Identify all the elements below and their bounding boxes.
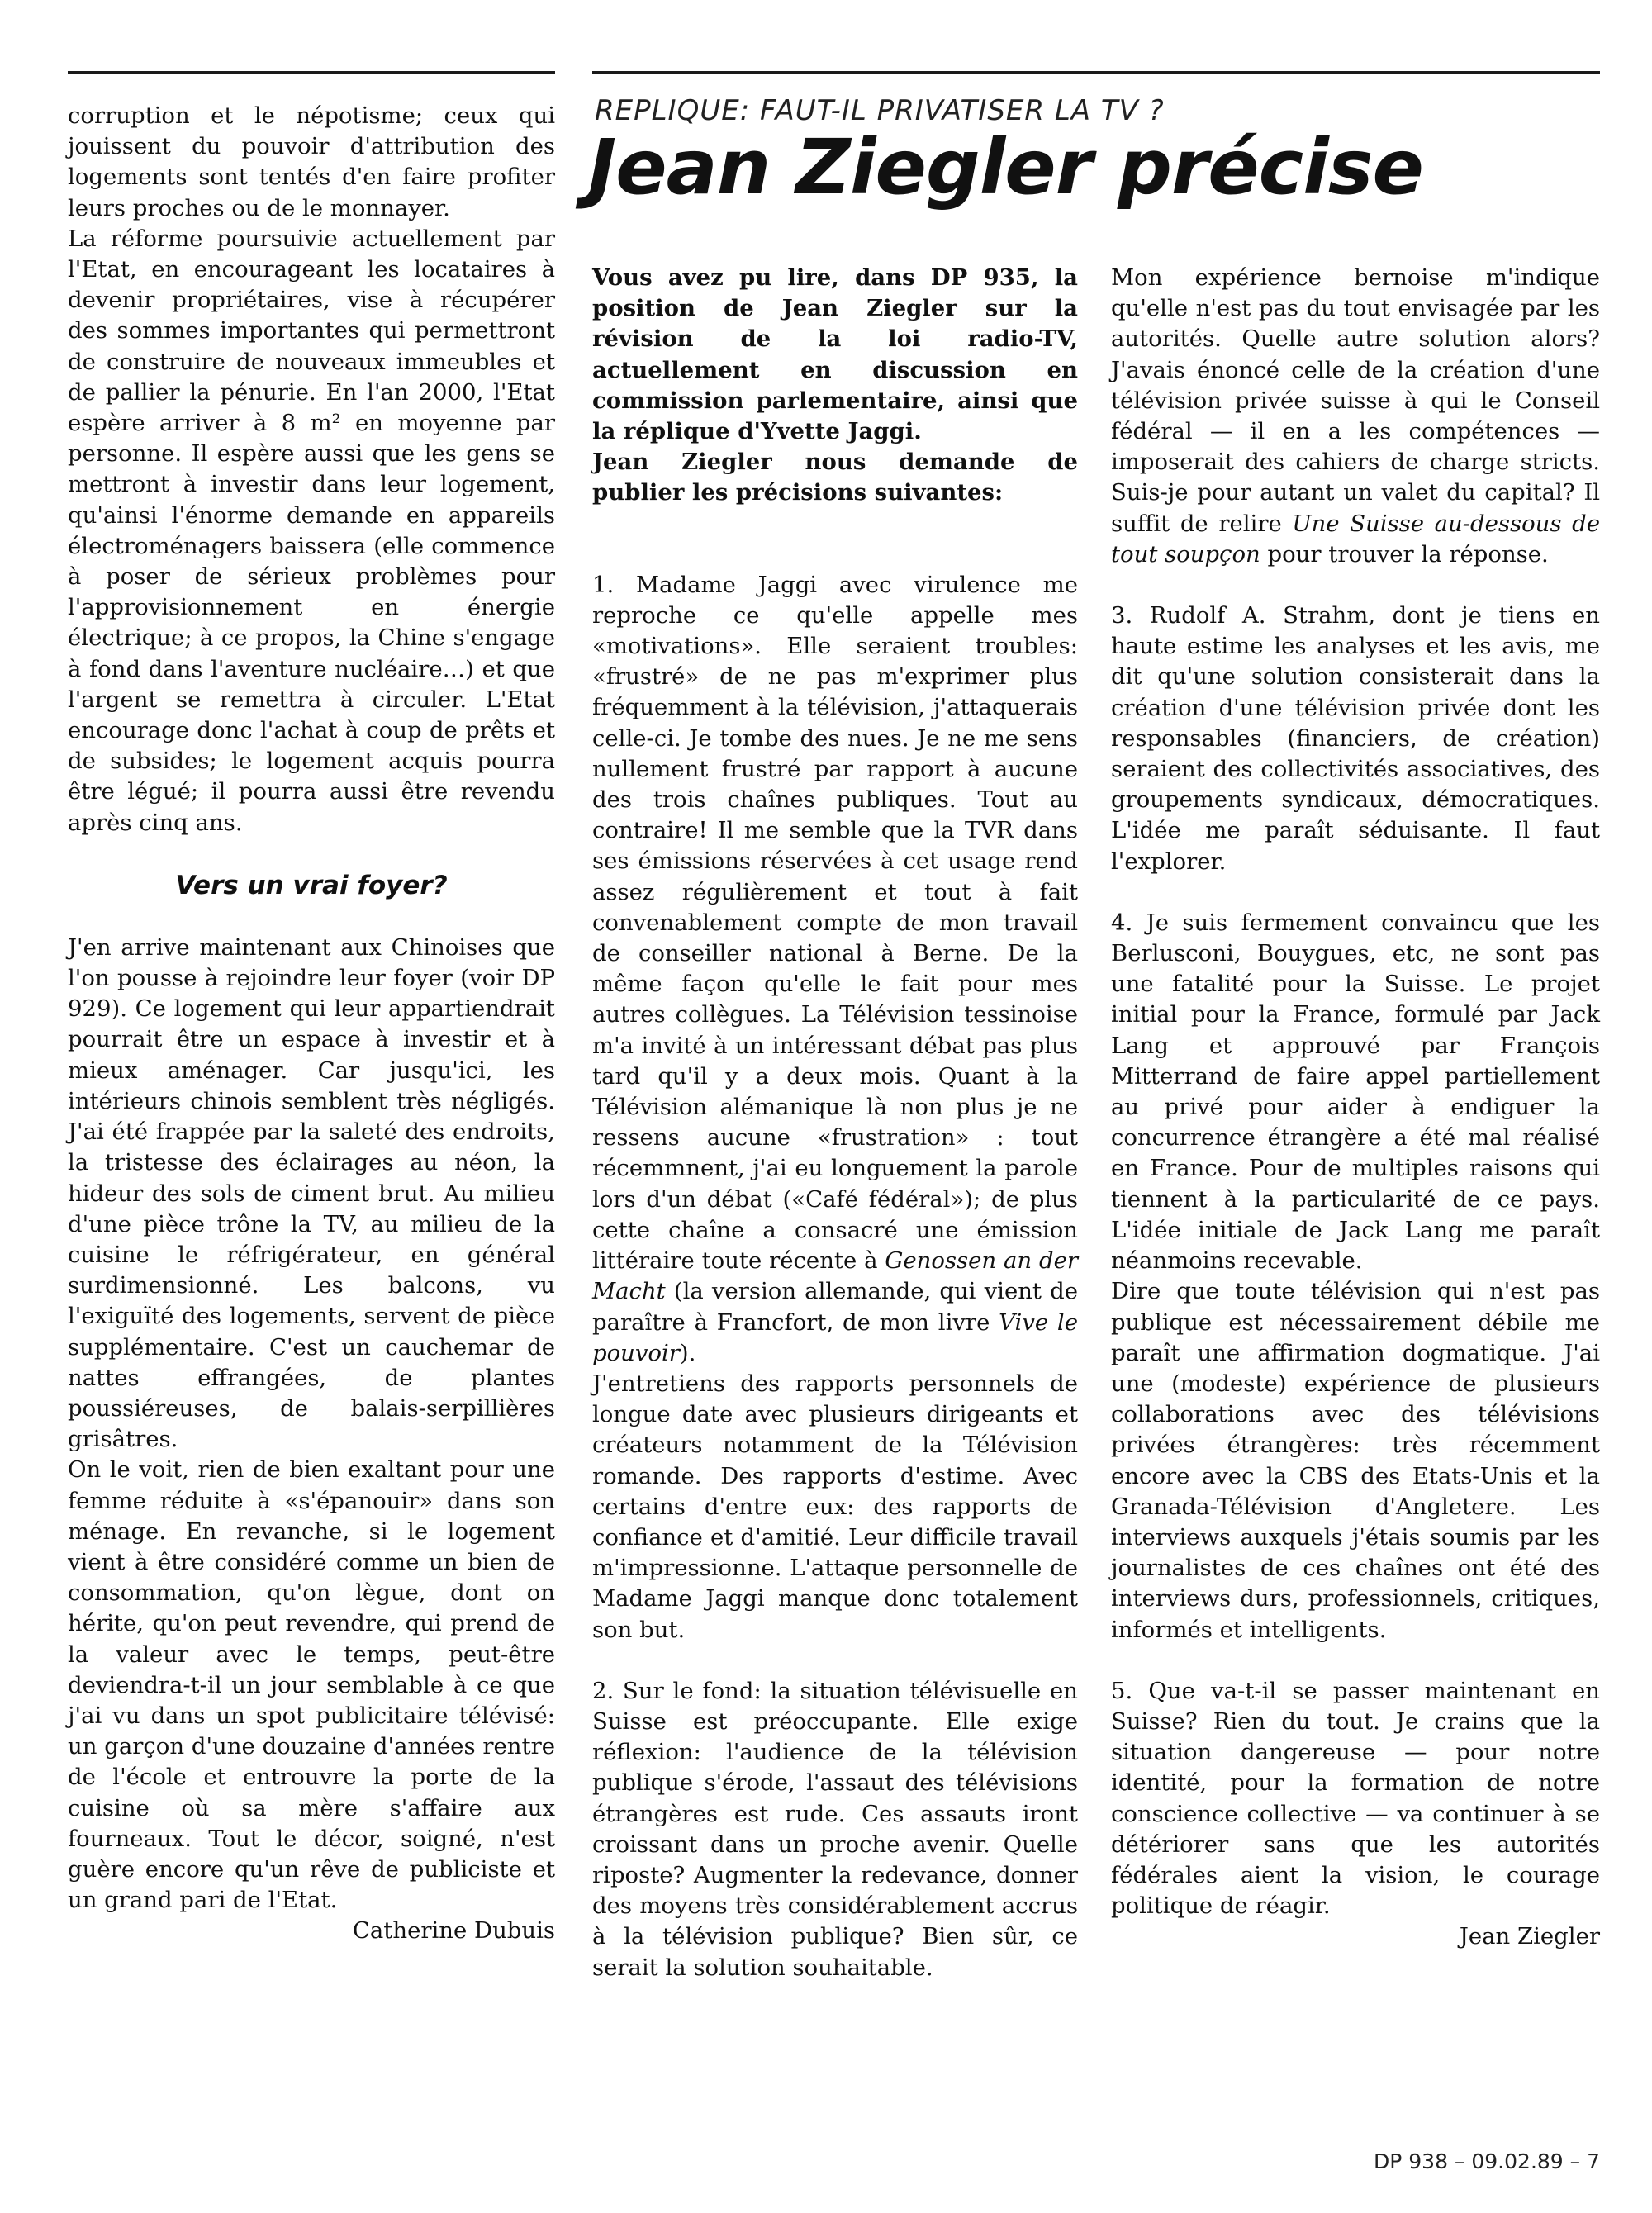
- paragraph: 3. Rudolf A. Strahm, dont je tiens en haute estime les analyses et les avis, me dit qu'une solution consisterait dans la création d'une télévision privée dont les responsables (financiers, de création) seraient des collectivités associatives, des groupements syndicaux, démocratiques. L'idée me paraît séduisante. Il faut l'explorer.: [1111, 602, 1600, 875]
- author-signature: Jean Ziegler: [1459, 1923, 1600, 1950]
- book-title: Genossen an der Macht: [592, 1247, 1078, 1305]
- paragraph: 4. Je suis fermement convaincu que les Berlusconi, Bouygues, etc, ne sont pas une fatalité pour la Suisse. Le projet initial pour la France, formulé par Jack Lang et approuvé par François Mitterrand de faire appel partiellement au privé pour aider à endiguer la concurrence étrangère a été mal réalisé en France. Pour de multiples raisons qui tiennent à la particularité de ce pays. L'idée initiale de Jack Lang me paraît néanmoins recevable.: [1111, 909, 1600, 1275]
- paragraph: J'entretiens des rapports personnels de longue date avec plusieurs dirigeants et créateurs notamment de la Télévision romande. Des rapports d'estime. Avec certains d'entre eux: des rapports de confiance et d'amitié. Leur difficile travail m'impressionne. L'attaque personnelle de Madame Jaggi manque donc totalement son but.: [592, 1370, 1078, 1643]
- article-kicker: REPLIQUE: FAUT-IL PRIVATISER LA TV ?: [595, 94, 1165, 127]
- left-column-top-rule: [68, 71, 555, 74]
- paragraph: J'en arrive maintenant aux Chinoises que l'on pousse à rejoindre leur foyer (voir DP 929). Ce logement qui leur appartiendrait pourrait être un espace à investir et à mieux aménager. Car jusqu'ici, les intérieurs chinois semblent très négligés. J'ai été frappée par la saleté des endroits, la tristesse des éclairages au néon, la hideur des sols de ciment brut. Au milieu d'une pièce trône la TV, au milieu de la cuisine le réfrigérateur, en général surdimensionné. Les balcons, vu l'exiguïté des logements, servent de pièce supplémentaire. C'est un cauchemar de nattes effrangées, de plantes poussiéreuses, de balais-serpillières grisâtres.: [68, 933, 555, 1453]
- article-title: Jean Ziegler précise: [588, 123, 1423, 211]
- paragraph: corruption et le népotisme; ceux qui jouissent du pouvoir d'attribution des logements sont tentés d'en faire profiter leurs proches ou de le monnayer.: [68, 102, 555, 221]
- book-title: Une Suisse au-dessous de tout soupçon: [1111, 510, 1600, 567]
- paragraph: 5. Que va-t-il se passer maintenant en Suisse? Rien du tout. Je crains que la situation dangereuse — pour notre identité, pour la formation de notre conscience collective — va continuer à se détériorer sans que les autorités fédérales aient la vision, le courage politique de réagir.: [1111, 1677, 1600, 1920]
- page-footer: DP 938 – 09.02.89 – 7: [1373, 2149, 1600, 2173]
- article-intro: Jean Ziegler nous demande de publier les précisions suivantes:: [592, 449, 1078, 506]
- middle-column: [592, 263, 1078, 1983]
- paragraph: On le voit, rien de bien exaltant pour une femme réduite à «s'épanouir» dans son ménage. En revanche, si le logement vient à être considéré comme un bien de consommation, qu'on lègue, dont on hérite, qu'on peut revendre, qui prend de la valeur avec le temps, peut-être deviendra-t-il un jour semblable à ce que j'ai vu dans un spot publicitaire télévisé: un garçon d'une douzaine d'années rentre de l'école et entrouvre la porte de la cuisine où sa mère s'affaire aux fourneaux. Tout le décor, soigné, n'est guère encore qu'un rêve de publiciste et un grand pari de l'Etat.: [68, 1456, 555, 1914]
- section-subheading: Vers un vrai foyer?: [175, 870, 448, 900]
- author-signature: Catherine Dubuis: [352, 1917, 555, 1945]
- paragraph: Dire que toute télévision qui n'est pas publique est nécessairement débile me paraît une affirmation dogmatique. J'ai une (modeste) expérience de plusieurs collaborations avec des télévisions privées étrangères: très récemment encore avec la CBS des Etats-Unis et la Granada-Télévision d'Angletere. Les interviews auxquels j'étais soumis par les journalistes de ces chaînes ont été des interviews durs, professionnels, critiques, informés et intelligents.: [1111, 1278, 1600, 1643]
- paragraph: 2. Sur le fond: la situation télévisuelle en Suisse est préoccupante. Elle exige réflexion: l'audience de la télévision publique s'érode, l'assaut des télévisions étrangères est rude. Ces assauts iront croissant dans un proche avenir. Quelle riposte? Augmenter la redevance, donner des moyens très considérablement accrus à la télévision publique? Bien sûr, ce serait la solution souhaitable.: [592, 1677, 1078, 1981]
- article-top-rule: [592, 71, 1600, 74]
- left-column: [68, 101, 555, 1947]
- right-column: [1111, 263, 1600, 1953]
- paragraph: La réforme poursuivie actuellement par l'Etat, en encourageant les locataires à devenir propriétaires, vise à récupérer des sommes importantes qui permettront de construire de nouveaux immeubles et de pallier la pénurie. En l'an 2000, l'Etat espère arriver à 8 m² en moyenne par personne. Il espère aussi que les gens se mettront à investir dans leur logement, qu'ainsi l'énorme demande en appareils électroménagers baissera (elle commence à poser de sérieux problèmes pour l'approvisionnement en énergie électrique; à ce propos, la Chine s'engage à fond dans l'aventure nucléaire…) et que l'argent se remettra à circuler. L'Etat encourage donc l'achat à coup de prêts et de subsides; le logement acquis pourra être légué; il pourra aussi être revendu après cinq ans.: [68, 225, 555, 836]
- paragraph: 1. Madame Jaggi avec virulence me reproche ce qu'elle appelle mes «motivations». Elle seraient troubles: «frustré» de ne pas m'exprimer plus fréquemment à la télévision, j'attaquerais celle-ci. Je tombe des nues. Je ne me sens nullement frustré par rapport à aucune des trois chaînes publiques. Tout au contraire! Il me semble que la TVR dans ses émissions réservées à cet usage rend assez régulièrement et tout à fait convenablement compte de mon travail de conseiller national à Berne. De la même façon qu'elle le fait pour mes autres collègues. La Télévision tessinoise m'a invité à un intéressant débat pas plus tard qu'il y a deux mois. Quant à la Télévision alémanique là non plus je ne ressens aucune «frustration» : tout récemmnent, j'ai eu longuement la parole lors d'un débat («Café fédéral»); de plus cette chaîne a consacré une émission littéraire toute récente à Genossen an der Macht (la version allemande, qui vient de paraître à Francfort, de mon livre Vive le pouvoir).: [592, 571, 1079, 1366]
- article-intro: Vous avez pu lire, dans DP 935, la position de Jean Ziegler sur la révision de la loi radio-TV, actuellement en discussion en commission parlementaire, ainsi que la réplique d'Yvette Jaggi.: [592, 264, 1078, 445]
- paragraph: Mon expérience bernoise m'indique qu'elle n'est pas du tout envisagée par les autorités. Quelle autre solution alors? J'avais énoncé celle de la création d'une télévision privée suisse à qui le Conseil fédéral — il en a les compétences — imposerait des cahiers de charge stricts. Suis-je pour autant un valet du capital? Il suffit de relire Une Suisse au-dessous de tout soupçon pour trouver la réponse.: [1111, 264, 1600, 567]
- book-title: Vive le pouvoir: [592, 1308, 1079, 1366]
